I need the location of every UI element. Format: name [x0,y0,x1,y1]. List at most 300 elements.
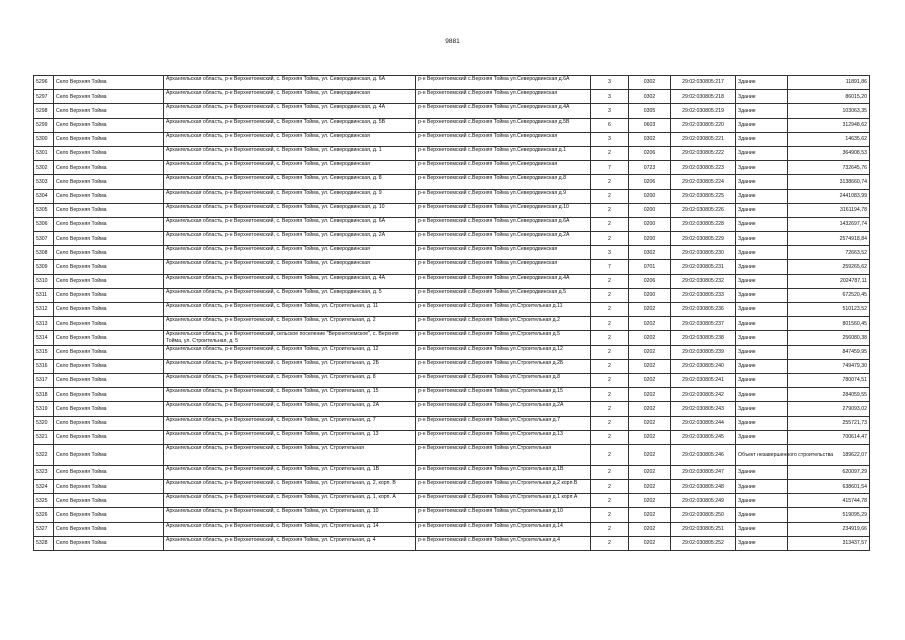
location-cell: р-н Верхнетоемский с.Верхняя Тойма ул.Северодвинская [416,90,591,104]
cadastral-number-cell: 29:02:030805:226 [671,203,736,217]
object-type-cell: Объект незавершенного строительства [736,444,788,465]
settlement-cell: Село Верхняя Тойма [54,260,164,274]
code-cell: 0202 [629,480,671,494]
settlement-cell: Село Верхняя Тойма [54,146,164,160]
location-cell: р-н Верхнетоемский с.Верхняя Тойма ул.Северодвинская д.10 [416,203,591,217]
location-cell: р-н Верхнетоемский с.Верхняя Тойма ул.Северодвинская д.8 [416,175,591,189]
floors-cell: 2 [591,430,629,444]
cadastral-cost-cell: 749479,30 [788,359,870,373]
code-cell: 0302 [629,246,671,260]
table-row [34,494,870,508]
location-cell: р-н Верхнетоемский с.Верхняя Тойма ул.Северодвинская д.2А [416,232,591,246]
floors-cell: 2 [591,317,629,331]
floors-cell: 2 [591,203,629,217]
row-number: 5320 [34,416,54,430]
settlement-cell: Село Верхняя Тойма [54,104,164,118]
cadastral-cost-cell: 847459,95 [788,345,870,359]
cadastral-cost-cell: 700614,47 [788,430,870,444]
cadastral-cost-cell: 72663,52 [788,246,870,260]
address-cell: Архангельская область, р-н Верхнетоемский, с. Верхняя Тойма, ул. Северодвинская, д. 4А [164,274,416,288]
cadastral-cost-cell: 255721,73 [788,416,870,430]
row-number: 5313 [34,317,54,331]
table-row [34,331,870,345]
settlement-cell: Село Верхняя Тойма [54,189,164,203]
cadastral-cost-cell: 312948,62 [788,118,870,132]
floors-cell: 7 [591,260,629,274]
floors-cell: 6 [591,118,629,132]
object-type-cell: Здание [736,430,788,444]
row-number: 5297 [34,90,54,104]
floors-cell: 2 [591,444,629,465]
floors-cell: 2 [591,416,629,430]
location-cell: р-н Верхнетоемский с.Верхняя Тойма ул.Северодвинская [416,132,591,146]
cadastral-cost-cell: 415744,78 [788,494,870,508]
table-row [34,416,870,430]
object-type-cell: Здание [736,90,788,104]
row-number: 5305 [34,203,54,217]
floors-cell: 2 [591,217,629,231]
row-number: 5296 [34,76,54,90]
cadastral-number-cell: 29:02:030805:239 [671,345,736,359]
address-cell: Архангельская область, р-н Верхнетоемский, с. Верхняя Тойма, ул. Строительная, д. 12 [164,345,416,359]
table-row [34,232,870,246]
table-row [34,104,870,118]
settlement-cell: Село Верхняя Тойма [54,175,164,189]
floors-cell: 3 [591,132,629,146]
object-type-cell: Здание [736,189,788,203]
table-row [34,444,870,465]
cadastral-cost-cell: 234919,66 [788,522,870,536]
location-cell: р-н Верхнетоемский с.Верхняя Тойма ул.Строительная д.8 [416,373,591,387]
code-cell: 0202 [629,508,671,522]
cadastral-cost-cell: 189622,07 [788,444,870,465]
address-cell: Архангельская область, р-н Верхнетоемский, с. Верхняя Тойма, ул. Строительная, д. 14 [164,522,416,536]
location-cell: р-н Верхнетоемский с.Верхняя Тойма ул.Строительная д.13 [416,430,591,444]
settlement-cell: Село Верхняя Тойма [54,232,164,246]
cadastral-cost-cell: 1432697,74 [788,217,870,231]
address-cell: Архангельская область, р-н Верхнетоемский, с. Верхняя Тойма, ул. Строительная [164,444,416,465]
table-row [34,508,870,522]
object-type-cell: Здание [736,536,788,550]
cadastral-cost-cell: 259265,62 [788,260,870,274]
cadastral-cost-cell: 364908,53 [788,146,870,160]
row-number: 5312 [34,303,54,317]
address-cell: Архангельская область, р-н Верхнетоемский, с. Верхняя Тойма, ул. Строительная, д. 11 [164,303,416,317]
cadastral-number-cell: 29:02:030805:229 [671,232,736,246]
floors-cell: 2 [591,331,629,345]
settlement-cell: Село Верхняя Тойма [54,132,164,146]
row-number: 5321 [34,430,54,444]
object-type-cell: Здание [736,480,788,494]
location-cell: р-н Верхнетоемский с.Верхняя Тойма ул.Северодвинская д.9 [416,189,591,203]
code-cell: 0302 [629,132,671,146]
address-cell: Архангельская область, р-н Верхнетоемский, с. Верхняя Тойма, ул. Строительная, д. 10 [164,508,416,522]
object-type-cell: Здание [736,345,788,359]
code-cell: 0200 [629,288,671,302]
settlement-cell: Село Верхняя Тойма [54,345,164,359]
floors-cell: 2 [591,388,629,402]
location-cell: р-н Верхнетоемский с.Верхняя Тойма ул.Строительная д.2 корп.В [416,480,591,494]
object-type-cell: Здание [736,260,788,274]
floors-cell: 2 [591,536,629,550]
floors-cell: 2 [591,303,629,317]
cadastral-number-cell: 29:02:030805:220 [671,118,736,132]
cadastral-cost-cell: 519095,29 [788,508,870,522]
row-number: 5327 [34,522,54,536]
address-cell: Архангельская область, р-н Верхнетоемский, с. Верхняя Тойма, ул. Северодвинская [164,90,416,104]
object-type-cell: Здание [736,161,788,175]
settlement-cell: Село Верхняя Тойма [54,480,164,494]
settlement-cell: Село Верхняя Тойма [54,444,164,465]
cadastral-number-cell: 29:02:030805:223 [671,161,736,175]
settlement-cell: Село Верхняя Тойма [54,317,164,331]
row-number: 5319 [34,402,54,416]
code-cell: 0202 [629,317,671,331]
cadastral-cost-cell: 86015,20 [788,90,870,104]
floors-cell: 2 [591,522,629,536]
object-type-cell: Здание [736,402,788,416]
floors-cell: 2 [591,232,629,246]
table-row [34,536,870,550]
table-row [34,430,870,444]
location-cell: р-н Верхнетоемский с.Верхняя Тойма ул.Строительная д.10 [416,508,591,522]
object-type-cell: Здание [736,465,788,479]
location-cell: р-н Верхнетоемский с.Верхняя Тойма ул.Северодвинская [416,246,591,260]
code-cell: 0202 [629,416,671,430]
settlement-cell: Село Верхняя Тойма [54,303,164,317]
table-row [34,465,870,479]
object-type-cell: Здание [736,522,788,536]
settlement-cell: Село Верхняя Тойма [54,76,164,90]
floors-cell: 2 [591,402,629,416]
cadastral-cost-cell: 313437,57 [788,536,870,550]
table-row [34,246,870,260]
cadastral-cost-cell: 14635,62 [788,132,870,146]
settlement-cell: Село Верхняя Тойма [54,508,164,522]
address-cell: Архангельская область, р-н Верхнетоемский, с. Верхняя Тойма, ул. Строительная, д. 7 [164,416,416,430]
settlement-cell: Село Верхняя Тойма [54,118,164,132]
code-cell: 0202 [629,303,671,317]
page-number: 9881 [445,38,460,45]
cadastral-number-cell: 29:02:030805:248 [671,480,736,494]
registry-rows [34,76,870,551]
code-cell: 0200 [629,203,671,217]
address-cell: Архангельская область, р-н Верхнетоемский, с. Верхняя Тойма, ул. Северодвинская, д. 6А [164,217,416,231]
object-type-cell: Здание [736,132,788,146]
settlement-cell: Село Верхняя Тойма [54,536,164,550]
object-type-cell: Здание [736,317,788,331]
settlement-cell: Село Верхняя Тойма [54,161,164,175]
table-row [34,76,870,90]
cadastral-cost-cell: 780074,51 [788,373,870,387]
location-cell: р-н Верхнетоемский с.Верхняя Тойма ул.Строительная д.5 [416,331,591,345]
cadastral-cost-cell: 103063,35 [788,104,870,118]
code-cell: 0202 [629,536,671,550]
cadastral-cost-cell: 638601,54 [788,480,870,494]
settlement-cell: Село Верхняя Тойма [54,359,164,373]
row-number: 5316 [34,359,54,373]
floors-cell: 3 [591,104,629,118]
code-cell: 0202 [629,430,671,444]
settlement-cell: Село Верхняя Тойма [54,430,164,444]
cadastral-cost-cell: 279093,02 [788,402,870,416]
settlement-cell: Село Верхняя Тойма [54,388,164,402]
code-cell: 0200 [629,232,671,246]
row-number: 5298 [34,104,54,118]
object-type-cell: Здание [736,217,788,231]
address-cell: Архангельская область, р-н Верхнетоемский, с. Верхняя Тойма, ул. Строительная, д. 13 [164,430,416,444]
code-cell: 0723 [629,161,671,175]
row-number: 5301 [34,146,54,160]
address-cell: Архангельская область, р-н Верхнетоемский, с. Верхняя Тойма, ул. Северодвинская, д. 2А [164,232,416,246]
row-number: 5309 [34,260,54,274]
floors-cell: 7 [591,161,629,175]
cadastral-cost-cell: 620097,29 [788,465,870,479]
object-type-cell: Здание [736,146,788,160]
cadastral-cost-cell: 256080,38 [788,331,870,345]
location-cell: р-н Верхнетоемский с.Верхняя Тойма ул.Северодвинская [416,161,591,175]
object-type-cell: Здание [736,76,788,90]
address-cell: Архангельская область, р-н Верхнетоемский, с. Верхняя Тойма, ул. Строительная, д. 2 [164,317,416,331]
address-cell: Архангельская область, р-н Верхнетоемский, с. Верхняя Тойма, ул. Строительная, д. 1, корп. А [164,494,416,508]
cadastral-cost-cell: 672520,45 [788,288,870,302]
code-cell: 0202 [629,388,671,402]
address-cell: Архангельская область, р-н Верхнетоемский, с. Верхняя Тойма, ул. Строительная, д. 2А [164,402,416,416]
table-row [34,388,870,402]
location-cell: р-н Верхнетоемский с.Верхняя Тойма ул.Северодвинская д.1 [416,146,591,160]
location-cell: р-н Верхнетоемский с.Верхняя Тойма ул.Строительная д.15 [416,388,591,402]
cadastral-number-cell: 29:02:030805:224 [671,175,736,189]
cadastral-number-cell: 29:02:030805:219 [671,104,736,118]
cadastral-number-cell: 29:02:030805:222 [671,146,736,160]
table-row [34,146,870,160]
object-type-cell: Здание [736,416,788,430]
table-row [34,90,870,104]
row-number: 5300 [34,132,54,146]
location-cell: р-н Верхнетоемский с.Верхняя Тойма ул.Строительная д.1 корп.А [416,494,591,508]
cadastral-number-cell: 29:02:030805:231 [671,260,736,274]
row-number: 5326 [34,508,54,522]
table-row [34,359,870,373]
address-cell: Архангельская область, р-н Верхнетоемский, с. Верхняя Тойма, ул. Северодвинская, д. 5В [164,118,416,132]
floors-cell: 3 [591,246,629,260]
object-type-cell: Здание [736,494,788,508]
row-number: 5315 [34,345,54,359]
address-cell: Архангельская область, р-н Верхнетоемский, с. Верхняя Тойма, ул. Северодвинская, д. 8 [164,175,416,189]
table-row [34,373,870,387]
settlement-cell: Село Верхняя Тойма [54,373,164,387]
object-type-cell: Здание [736,331,788,345]
location-cell: р-н Верхнетоемский с.Верхняя Тойма ул.Строительная д.1В [416,465,591,479]
floors-cell: 2 [591,288,629,302]
row-number: 5311 [34,288,54,302]
object-type-cell: Здание [736,232,788,246]
settlement-cell: Село Верхняя Тойма [54,416,164,430]
table-row [34,317,870,331]
location-cell: р-н Верхнетоемский с.Верхняя Тойма ул.Северодвинская д.4А [416,104,591,118]
cadastral-number-cell: 29:02:030805:228 [671,217,736,231]
location-cell: р-н Верхнетоемский с.Верхняя Тойма ул.Строительная д.14 [416,522,591,536]
address-cell: Архангельская область, р-н Верхнетоемский, с. Верхняя Тойма, ул. Северодвинская, д. 6А [164,76,416,90]
cadastral-cost-cell: 510123,52 [788,303,870,317]
settlement-cell: Село Верхняя Тойма [54,246,164,260]
code-cell: 0202 [629,465,671,479]
address-cell: Архангельская область, р-н Верхнетоемский, с. Верхняя Тойма, ул. Строительная, д. 8 [164,373,416,387]
cadastral-number-cell: 29:02:030805:252 [671,536,736,550]
location-cell: р-н Верхнетоемский с.Верхняя Тойма ул.Северодвинская д.4А [416,274,591,288]
cadastral-number-cell: 29:02:030805:249 [671,494,736,508]
cadastral-number-cell: 29:02:030805:236 [671,303,736,317]
cadastral-cost-cell: 2441083,99 [788,189,870,203]
cadastral-cost-cell: 732645,76 [788,161,870,175]
address-cell: Архангельская область, р-н Верхнетоемский, с. Верхняя Тойма, ул. Северодвинская, д. 5 [164,288,416,302]
floors-cell: 3 [591,90,629,104]
settlement-cell: Село Верхняя Тойма [54,494,164,508]
table-row [34,288,870,302]
object-type-cell: Здание [736,288,788,302]
settlement-cell: Село Верхняя Тойма [54,90,164,104]
address-cell: Архангельская область, р-н Верхнетоемский, с. Верхняя Тойма, ул. Северодвинская [164,260,416,274]
code-cell: 0603 [629,118,671,132]
address-cell: Архангельская область, р-н Верхнетоемский, с. Верхняя Тойма, ул. Строительная, д. 2Б [164,359,416,373]
address-cell: Архангельская область, р-н Верхнетоемский, с. Верхняя Тойма, ул. Строительная, д. 1В [164,465,416,479]
address-cell: Архангельская область, р-н Верхнетоемский, сельское поселение "Верхнетоемское", с. Верхняя Тойма, ул. Строительная, д. 5 [164,331,416,345]
object-type-cell: Здание [736,246,788,260]
row-number: 5314 [34,331,54,345]
row-number: 5304 [34,189,54,203]
table-row [34,217,870,231]
cadastral-number-cell: 29:02:030805:217 [671,76,736,90]
address-cell: Архангельская область, р-н Верхнетоемский, с. Верхняя Тойма, ул. Северодвинская [164,161,416,175]
floors-cell: 2 [591,494,629,508]
code-cell: 0302 [629,76,671,90]
settlement-cell: Село Верхняя Тойма [54,274,164,288]
row-number: 5303 [34,175,54,189]
row-number: 5302 [34,161,54,175]
table-row [34,345,870,359]
cadastral-number-cell: 29:02:030805:233 [671,288,736,302]
code-cell: 0206 [629,175,671,189]
cadastral-number-cell: 29:02:030805:218 [671,90,736,104]
cadastral-number-cell: 29:02:030805:251 [671,522,736,536]
row-number: 5308 [34,246,54,260]
table-row [34,161,870,175]
location-cell: р-н Верхнетоемский с.Верхняя Тойма ул.Строительная д.2А [416,402,591,416]
floors-cell: 2 [591,189,629,203]
row-number: 5325 [34,494,54,508]
address-cell: Архангельская область, р-н Верхнетоемский, с. Верхняя Тойма, ул. Северодвинская, д. 9 [164,189,416,203]
row-number: 5328 [34,536,54,550]
table-row [34,260,870,274]
cadastral-number-cell: 29:02:030805:230 [671,246,736,260]
floors-cell: 2 [591,359,629,373]
object-type-cell: Здание [736,373,788,387]
floors-cell: 2 [591,175,629,189]
settlement-cell: Село Верхняя Тойма [54,465,164,479]
location-cell: р-н Верхнетоемский с.Верхняя Тойма ул.Северодвинская д.5 [416,288,591,302]
table-row [34,402,870,416]
location-cell: р-н Верхнетоемский с.Верхняя Тойма ул.Строительная д.11 [416,303,591,317]
code-cell: 0202 [629,359,671,373]
location-cell: р-н Верхнетоемский с.Верхняя Тойма ул.Строительная [416,444,591,465]
address-cell: Архангельская область, р-н Верхнетоемский, с. Верхняя Тойма, ул. Строительная, д. 2, корп. В [164,480,416,494]
cadastral-number-cell: 29:02:030805:250 [671,508,736,522]
cadastral-number-cell: 29:02:030805:221 [671,132,736,146]
object-type-cell: Здание [736,203,788,217]
cadastral-number-cell: 29:02:030805:245 [671,430,736,444]
address-cell: Архангельская область, р-н Верхнетоемский, с. Верхняя Тойма, ул. Северодвинская, д. 10 [164,203,416,217]
location-cell: р-н Верхнетоемский с.Верхняя Тойма ул.Строительная д.4 [416,536,591,550]
row-number: 5306 [34,217,54,231]
settlement-cell: Село Верхняя Тойма [54,203,164,217]
code-cell: 0202 [629,444,671,465]
location-cell: р-н Верхнетоемский с.Верхняя Тойма ул.Северодвинская д.6А [416,217,591,231]
cadastral-cost-cell: 3161194,78 [788,203,870,217]
floors-cell: 2 [591,465,629,479]
row-number: 5324 [34,480,54,494]
table-row [34,203,870,217]
address-cell: Архангельская область, р-н Верхнетоемский, с. Верхняя Тойма, ул. Строительная, д. 4 [164,536,416,550]
location-cell: р-н Верхнетоемский с.Верхняя Тойма ул.Строительная д.2Б [416,359,591,373]
cadastral-cost-cell: 2024787,11 [788,274,870,288]
cadastral-number-cell: 29:02:030805:225 [671,189,736,203]
object-type-cell: Здание [736,359,788,373]
code-cell: 0200 [629,189,671,203]
cadastral-number-cell: 29:02:030805:232 [671,274,736,288]
code-cell: 0202 [629,402,671,416]
cadastral-number-cell: 29:02:030805:237 [671,317,736,331]
table-row [34,274,870,288]
location-cell: р-н Верхнетоемский с.Верхняя Тойма ул.Строительная д.7 [416,416,591,430]
table-row [34,118,870,132]
code-cell: 0202 [629,373,671,387]
row-number: 5299 [34,118,54,132]
code-cell: 0200 [629,217,671,231]
cadastral-cost-cell: 2574918,84 [788,232,870,246]
code-cell: 0206 [629,274,671,288]
cadastral-cost-cell: 3138660,74 [788,175,870,189]
object-type-cell: Здание [736,388,788,402]
location-cell: р-н Верхнетоемский с.Верхняя Тойма ул.Северодвинская д.6А [416,76,591,90]
object-type-cell: Здание [736,104,788,118]
settlement-cell: Село Верхняя Тойма [54,331,164,345]
location-cell: р-н Верхнетоемский с.Верхняя Тойма ул.Строительная д.12 [416,345,591,359]
settlement-cell: Село Верхняя Тойма [54,217,164,231]
location-cell: р-н Верхнетоемский с.Верхняя Тойма ул.Строительная д.2 [416,317,591,331]
code-cell: 0202 [629,345,671,359]
code-cell: 0302 [629,90,671,104]
row-number: 5317 [34,373,54,387]
location-cell: р-н Верхнетоемский с.Верхняя Тойма ул.Северодвинская д.5В [416,118,591,132]
code-cell: 0305 [629,104,671,118]
address-cell: Архангельская область, р-н Верхнетоемский, с. Верхняя Тойма, ул. Северодвинская [164,246,416,260]
row-number: 5318 [34,388,54,402]
code-cell: 0701 [629,260,671,274]
settlement-cell: Село Верхняя Тойма [54,288,164,302]
floors-cell: 2 [591,274,629,288]
cadastral-number-cell: 29:02:030805:247 [671,465,736,479]
settlement-cell: Село Верхняя Тойма [54,522,164,536]
floors-cell: 2 [591,373,629,387]
floors-cell: 2 [591,480,629,494]
table-row [34,189,870,203]
location-cell: р-н Верхнетоемский с.Верхняя Тойма ул.Северодвинская [416,260,591,274]
cadastral-number-cell: 29:02:030805:240 [671,359,736,373]
cadastral-number-cell: 29:02:030805:243 [671,402,736,416]
code-cell: 0202 [629,494,671,508]
code-cell: 0202 [629,522,671,536]
floors-cell: 2 [591,146,629,160]
